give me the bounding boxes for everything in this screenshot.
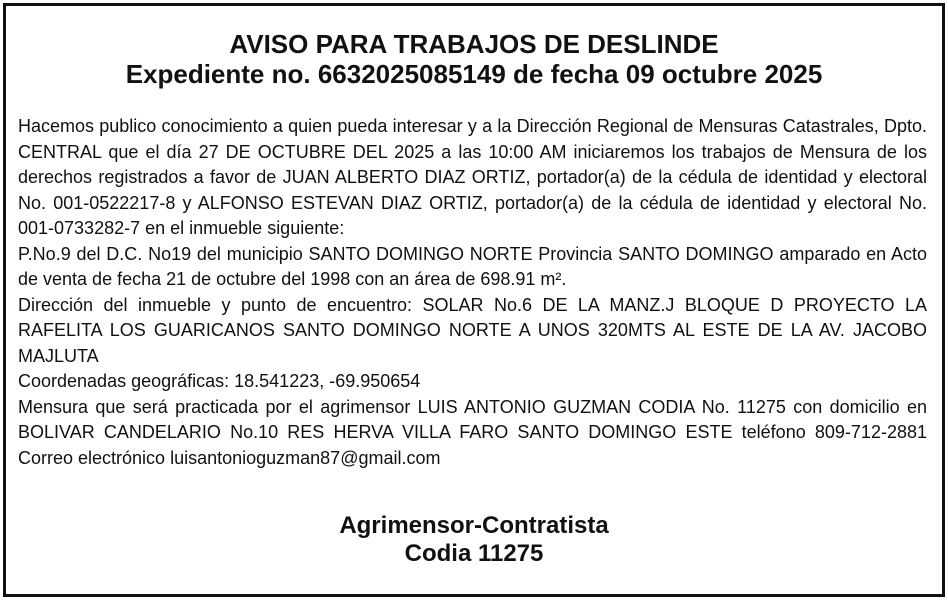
notice-box [3,3,945,597]
signature-role: Agrimensor-Contratista [339,512,609,539]
paragraph-address: Dirección del inmueble y punto de encuentro: SOLAR No.6 DE LA MANZ.J BLOQUE D PROYECTO LA RAFELITA LOS GUARICANOS SANTO DOMINGO NORTE A UNOS 320MTS AL ESTE DE LA AV. JACOBO MAJLUTA [18,294,927,366]
notice-title: AVISO PARA TRABAJOS DE DESLINDE [229,29,719,59]
signature-codia: Codia 11275 [404,540,544,567]
paragraph-coordinates: Coordenadas geográficas: 18.541223, -69.950654 [18,371,421,391]
paragraph-intro: Hacemos publico conocimiento a quien pueda interesar y a la Dirección Regional de Mensuras Catastrales, Dpto. CENTRAL que el día 27 DE OCTUBRE DEL 2025 a las 10:00 AM iniciaremos los trabajos de Mensura de los derechos registrados a favor de JUAN ALBERTO DIAZ ORTIZ, portador(a) de la cédula de identidad y electoral No. 001-0522217-8 y ALFONSO ESTEVAN DIAZ ORTIZ, portador(a) de la cédula de identidad y electoral No. 001-0733282-7 en el inmueble siguiente: [18,116,927,238]
paragraph-surveyor: Mensura que será practicada por el agrimensor LUIS ANTONIO GUZMAN CODIA No. 11275 con domicilio en BOLIVAR CANDELARIO No.10 RES HERVA VILLA FARO SANTO DOMINGO ESTE teléfono 809-712-2881 Correo electrónico luisantonioguzman87@gmail.com [18,396,927,468]
paragraph-parcel: P.No.9 del D.C. No19 del municipio SANTO DOMINGO NORTE Provincia SANTO DOMINGO amparado en Acto de venta de fecha 21 de octubre del 1998 con an área de 698.91 m². [18,243,927,289]
notice-subtitle: Expediente no. 6632025085149 de fecha 09 octubre 2025 [125,59,823,89]
notice-body [18,114,927,471]
